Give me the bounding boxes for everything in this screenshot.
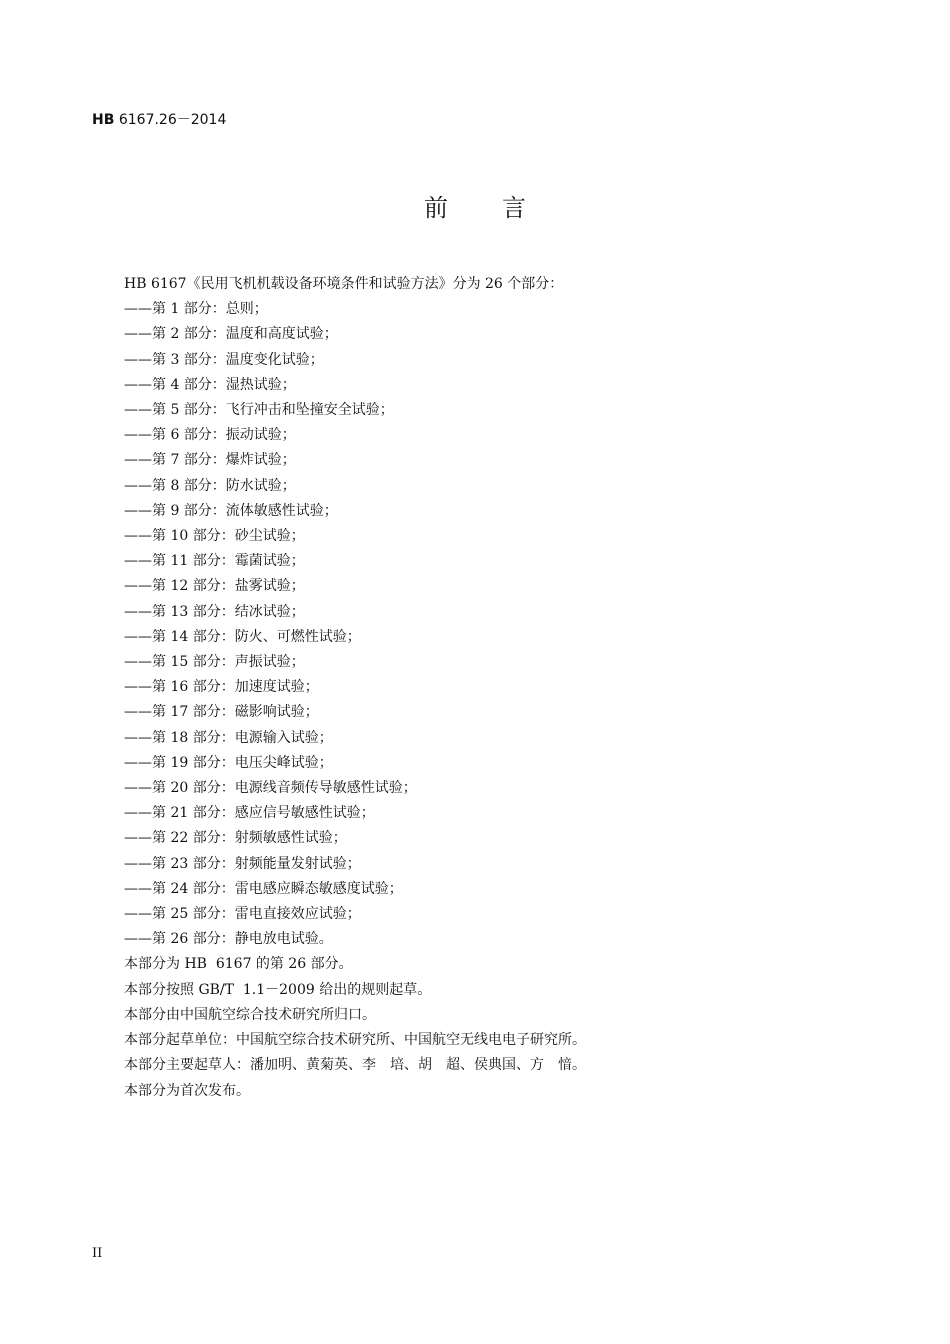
document-code-prefix: HB <box>92 112 115 128</box>
list-item: ——第 18 部分：电源输入试验； <box>124 729 333 746</box>
list-item: ——第 5 部分：飞行冲击和坠撞安全试验； <box>124 402 394 419</box>
list-item: ——第 8 部分：防水试验； <box>124 477 296 494</box>
foreword-body <box>124 272 586 1104</box>
list-item: ——第 4 部分：湿热试验； <box>124 376 296 393</box>
list-item: ——第 14 部分：防火、可燃性试验； <box>124 628 361 645</box>
list-item: ——第 22 部分：射频敏感性试验； <box>124 830 347 847</box>
list-item: ——第 26 部分：静电放电试验。 <box>124 931 333 948</box>
list-item: ——第 17 部分：磁影响试验； <box>124 704 319 721</box>
page-title: 前言 <box>424 194 580 222</box>
list-item: ——第 13 部分：结冰试验； <box>124 603 305 620</box>
document-code-number: 6167.26－2014 <box>114 112 227 128</box>
list-item: ——第 12 部分：盐雾试验； <box>124 578 305 595</box>
list-item: ——第 16 部分：加速度试验； <box>124 679 319 696</box>
list-item: ——第 21 部分：感应信号敏感性试验； <box>124 805 375 822</box>
list-item: ——第 20 部分：电源线音频传导敏感性试验； <box>124 780 417 797</box>
list-item: ——第 2 部分：温度和高度试验； <box>124 326 338 343</box>
list-item: ——第 7 部分：爆炸试验； <box>124 452 296 469</box>
statement-first-release: 本部分为首次发布。 <box>124 1082 250 1099</box>
parts-list <box>124 297 586 952</box>
statement-responsible-org: 本部分由中国航空综合技术研究所归口。 <box>124 1006 376 1023</box>
list-item: ——第 3 部分：温度变化试验； <box>124 351 324 368</box>
list-item: ——第 11 部分：霉菌试验； <box>124 553 305 570</box>
statement-drafting-units: 本部分起草单位：中国航空综合技术研究所、中国航空无线电电子研究所。 <box>124 1032 586 1049</box>
list-item: ——第 6 部分：振动试验； <box>124 427 296 444</box>
list-item: ——第 25 部分：雷电直接效应试验； <box>124 906 361 923</box>
list-item: ——第 15 部分：声振试验； <box>124 654 305 671</box>
list-item: ——第 9 部分：流体敏感性试验； <box>124 502 338 519</box>
statement-drafting-rules: 本部分按照 GB/T 1.1－2009 给出的规则起草。 <box>124 981 432 998</box>
list-item: ——第 1 部分：总则； <box>124 301 268 318</box>
statement-drafters: 本部分主要起草人：潘加明、黄菊英、李 培、胡 超、侯典国、方 愔。 <box>124 1057 586 1074</box>
document-code <box>92 110 226 130</box>
statements <box>124 952 586 1103</box>
list-item: ——第 10 部分：砂尘试验； <box>124 528 305 545</box>
intro-paragraph: HB 6167《民用飞机机载设备环境条件和试验方法》分为 26 个部分： <box>124 276 564 292</box>
list-item: ——第 23 部分：射频能量发射试验； <box>124 855 361 872</box>
list-item: ——第 24 部分：雷电感应瞬态敏感度试验； <box>124 880 403 897</box>
statement-part-number: 本部分为 HB 6167 的第 26 部分。 <box>124 956 353 973</box>
page-number: II <box>92 1246 103 1261</box>
list-item: ——第 19 部分：电压尖峰试验； <box>124 754 333 771</box>
